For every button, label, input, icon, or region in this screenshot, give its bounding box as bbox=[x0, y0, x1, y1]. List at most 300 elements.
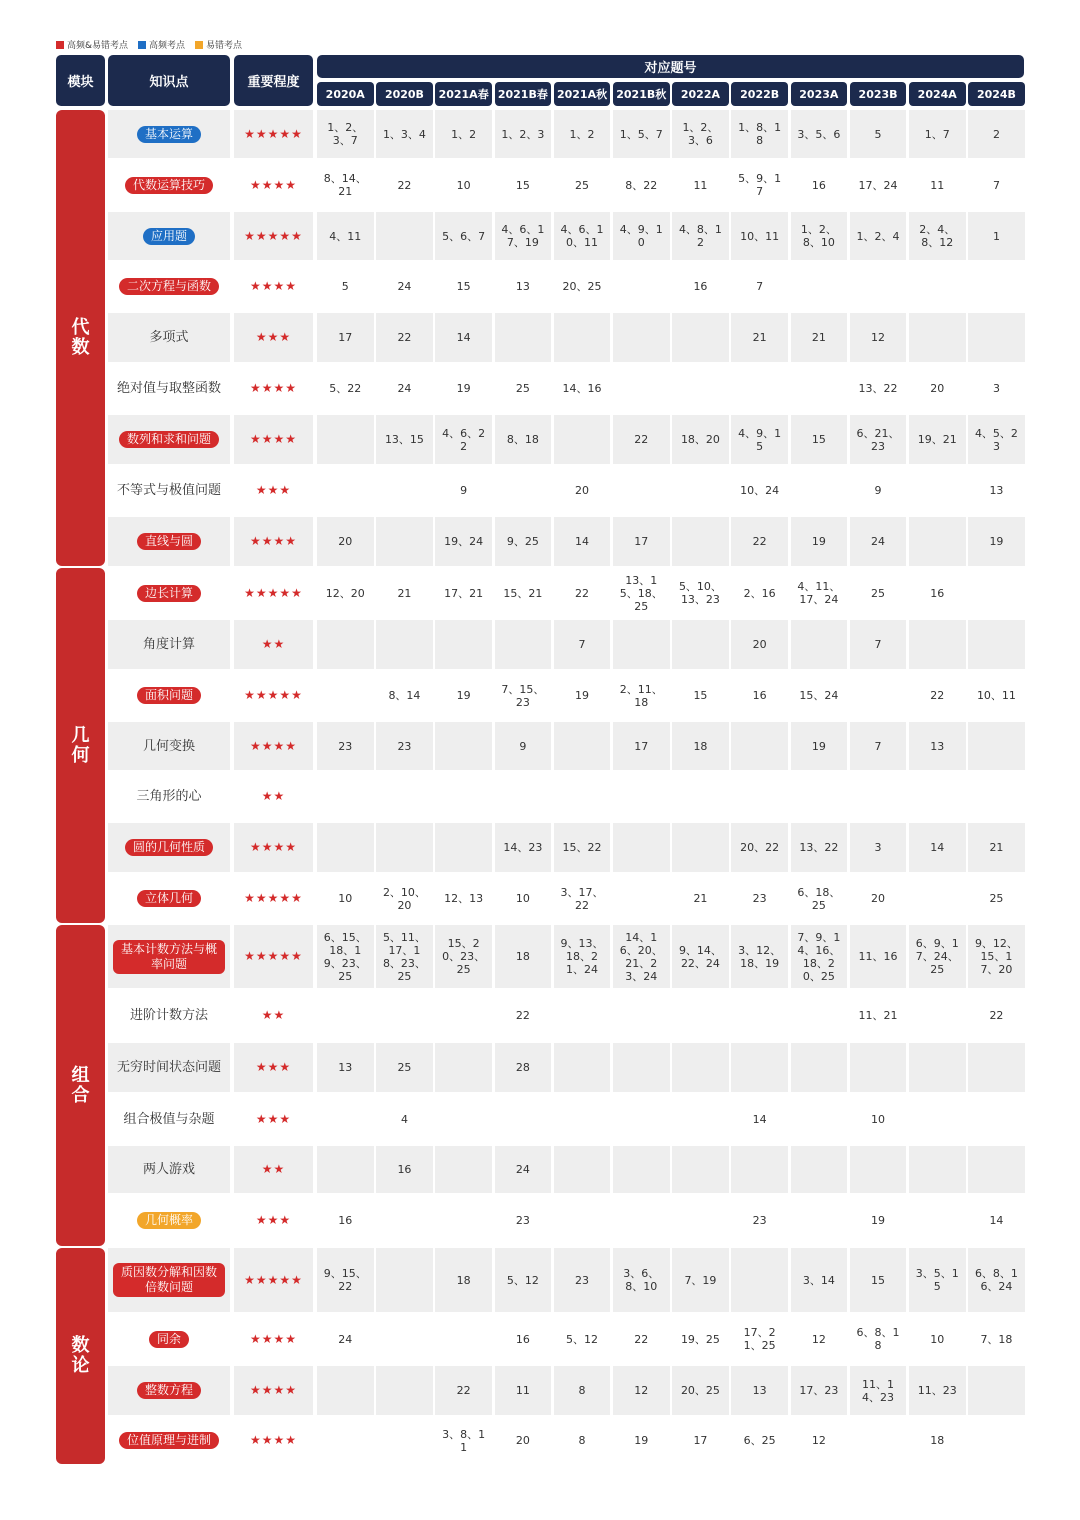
knowledge-point-cell bbox=[108, 1248, 230, 1312]
knowledge-point-cell bbox=[108, 1195, 230, 1246]
question-cell bbox=[435, 1366, 492, 1415]
question-numbers: 4、9、10 bbox=[619, 223, 663, 249]
question-numbers: 19 bbox=[811, 535, 826, 548]
question-cell bbox=[435, 466, 492, 515]
question-cell bbox=[613, 925, 670, 988]
question-cell bbox=[317, 722, 374, 770]
question-numbers: 9、25 bbox=[506, 535, 539, 548]
question-cell bbox=[495, 1043, 552, 1092]
question-cell bbox=[791, 1043, 848, 1092]
question-numbers: 12 bbox=[871, 331, 886, 344]
year-header: 2021B春 bbox=[495, 82, 552, 106]
importance-cell bbox=[234, 517, 313, 566]
question-cell bbox=[850, 313, 907, 362]
question-numbers: 6、18、25 bbox=[797, 885, 841, 912]
question-cell bbox=[376, 1417, 433, 1464]
question-cell bbox=[554, 1366, 611, 1415]
question-numbers: 7 bbox=[874, 638, 882, 651]
knowledge-point-label: 绝对值与取整函数 bbox=[116, 381, 221, 396]
question-numbers: 19 bbox=[811, 739, 826, 753]
knowledge-point-label: 基本计数方法与概率问题 bbox=[113, 940, 225, 974]
question-numbers: 3、8、11 bbox=[442, 1427, 486, 1454]
question-cell bbox=[791, 415, 848, 464]
question-cell bbox=[613, 212, 670, 260]
importance-cell bbox=[234, 1417, 313, 1464]
importance-cell bbox=[234, 722, 313, 770]
question-cell bbox=[554, 364, 611, 413]
importance-stars: ★★★★ bbox=[249, 381, 298, 395]
question-numbers: 10、24 bbox=[740, 484, 780, 497]
importance-cell bbox=[234, 1314, 313, 1364]
question-numbers: 11、16 bbox=[858, 950, 898, 963]
question-cell bbox=[968, 990, 1025, 1041]
question-cell bbox=[376, 823, 433, 872]
question-numbers: 11、21 bbox=[858, 1009, 898, 1022]
question-numbers: 5 bbox=[341, 280, 349, 293]
question-cell bbox=[672, 874, 729, 923]
question-numbers: 19 bbox=[456, 382, 471, 395]
question-cell bbox=[376, 313, 433, 362]
knowledge-point-cell bbox=[108, 568, 230, 618]
importance-cell bbox=[234, 160, 313, 210]
question-cell bbox=[376, 1195, 433, 1246]
question-numbers: 13 bbox=[515, 280, 530, 293]
question-cell bbox=[554, 722, 611, 770]
question-numbers: 7、15、23 bbox=[501, 682, 545, 709]
knowledge-point-label: 位值原理与进制 bbox=[119, 1432, 219, 1449]
question-cell bbox=[731, 823, 788, 872]
question-numbers: 9 bbox=[460, 484, 468, 497]
question-cell bbox=[554, 568, 611, 618]
question-cell bbox=[850, 1248, 907, 1312]
question-numbers: 19 bbox=[871, 1214, 886, 1227]
question-numbers: 10、11 bbox=[976, 689, 1016, 702]
question-numbers: 3、12、18、19 bbox=[738, 943, 782, 970]
question-cell bbox=[435, 1043, 492, 1092]
question-cell bbox=[435, 568, 492, 618]
question-cell bbox=[495, 1248, 552, 1312]
question-numbers: 13 bbox=[989, 484, 1004, 497]
importance-stars: ★★★ bbox=[255, 1213, 292, 1227]
question-numbers: 8、14 bbox=[388, 689, 421, 702]
question-cell bbox=[613, 874, 670, 923]
question-cell bbox=[613, 823, 670, 872]
question-numbers: 17、21、25 bbox=[743, 1326, 776, 1352]
question-cell bbox=[909, 160, 966, 210]
question-cell bbox=[850, 772, 907, 821]
question-numbers: 17、24 bbox=[858, 178, 898, 192]
importance-stars: ★★★★★ bbox=[244, 585, 303, 600]
question-cell bbox=[495, 722, 552, 770]
question-cell bbox=[376, 568, 433, 618]
question-cell bbox=[672, 313, 729, 362]
question-cell bbox=[791, 364, 848, 413]
question-numbers: 16 bbox=[693, 280, 708, 293]
question-cell bbox=[909, 1248, 966, 1312]
question-cell bbox=[317, 925, 374, 988]
question-cell bbox=[672, 1314, 729, 1364]
question-cell bbox=[968, 568, 1025, 618]
question-cell bbox=[909, 110, 966, 158]
question-cell bbox=[968, 620, 1025, 669]
knowledge-point-label: 代数运算技巧 bbox=[125, 177, 213, 194]
question-cell bbox=[613, 1094, 670, 1144]
importance-stars: ★★★★★ bbox=[244, 1272, 303, 1287]
question-cell bbox=[672, 722, 729, 770]
question-numbers: 23 bbox=[338, 739, 353, 753]
question-numbers: 16 bbox=[752, 689, 767, 702]
question-cell bbox=[850, 517, 907, 566]
year-header: 2022B bbox=[731, 82, 788, 106]
question-numbers: 15 bbox=[811, 433, 826, 446]
importance-cell bbox=[234, 671, 313, 720]
knowledge-point-cell bbox=[108, 1314, 230, 1364]
question-cell bbox=[731, 212, 788, 260]
question-cell bbox=[968, 1417, 1025, 1464]
question-cell bbox=[613, 262, 670, 311]
legend-label: 高频考点 bbox=[149, 41, 186, 51]
question-numbers: 7 bbox=[874, 739, 882, 753]
question-cell bbox=[435, 1195, 492, 1246]
knowledge-point-cell bbox=[108, 823, 230, 872]
importance-stars: ★★★ bbox=[255, 1111, 292, 1126]
question-numbers: 13 bbox=[752, 1384, 767, 1397]
question-cell bbox=[909, 415, 966, 464]
knowledge-point-cell bbox=[108, 364, 230, 413]
question-numbers: 21 bbox=[397, 586, 412, 600]
question-cell bbox=[317, 466, 374, 515]
knowledge-point-label: 三角形的心 bbox=[136, 789, 202, 804]
question-cell bbox=[909, 517, 966, 566]
question-numbers: 17 bbox=[338, 331, 353, 344]
question-numbers: 14、16、20、21、23、24 bbox=[619, 930, 663, 983]
question-numbers: 3、17、22 bbox=[560, 885, 604, 912]
question-cell bbox=[909, 823, 966, 872]
question-numbers: 11、23 bbox=[917, 1384, 957, 1397]
question-cell bbox=[850, 466, 907, 515]
importance-stars: ★★ bbox=[261, 1162, 286, 1176]
question-cell bbox=[731, 262, 788, 311]
question-numbers: 25 bbox=[989, 892, 1004, 905]
question-cell bbox=[968, 671, 1025, 720]
question-cell bbox=[435, 772, 492, 821]
header-questions: 对应题号 bbox=[317, 55, 1024, 78]
question-numbers: 15、22 bbox=[562, 841, 602, 854]
question-cell bbox=[968, 772, 1025, 821]
question-cell bbox=[672, 1195, 729, 1246]
question-cell bbox=[672, 1417, 729, 1464]
importance-stars: ★★★★ bbox=[249, 534, 298, 548]
question-cell bbox=[909, 671, 966, 720]
question-numbers: 8、18 bbox=[506, 433, 539, 446]
module-name: 数论 bbox=[71, 1335, 90, 1376]
importance-stars: ★★★★ bbox=[249, 840, 298, 854]
question-cell bbox=[376, 874, 433, 923]
importance-stars: ★★★★★ bbox=[244, 228, 303, 243]
knowledge-point-cell bbox=[108, 1043, 230, 1092]
question-cell bbox=[968, 1094, 1025, 1144]
question-cell bbox=[495, 212, 552, 260]
knowledge-point-cell bbox=[108, 110, 230, 158]
question-cell bbox=[672, 364, 729, 413]
question-cell bbox=[317, 620, 374, 669]
question-cell bbox=[672, 990, 729, 1041]
question-numbers: 8 bbox=[578, 1434, 586, 1447]
question-cell bbox=[495, 1195, 552, 1246]
question-numbers: 15、20、23、25 bbox=[442, 937, 486, 976]
question-cell bbox=[376, 671, 433, 720]
question-cell bbox=[613, 1417, 670, 1464]
question-cell bbox=[850, 823, 907, 872]
question-numbers: 1、2 bbox=[451, 127, 477, 141]
question-cell bbox=[731, 671, 788, 720]
question-cell bbox=[495, 313, 552, 362]
importance-cell bbox=[234, 1094, 313, 1144]
question-cell bbox=[850, 620, 907, 669]
question-numbers: 15 bbox=[693, 689, 708, 702]
header-module: 模块 bbox=[56, 55, 105, 106]
knowledge-point-label: 多项式 bbox=[149, 330, 189, 345]
knowledge-point-label: 进阶计数方法 bbox=[129, 1008, 208, 1023]
question-numbers: 28 bbox=[515, 1061, 530, 1074]
question-cell bbox=[376, 1146, 433, 1193]
question-cell bbox=[317, 364, 374, 413]
question-cell bbox=[376, 990, 433, 1041]
question-cell bbox=[909, 1366, 966, 1415]
question-cell bbox=[731, 568, 788, 618]
question-numbers: 16 bbox=[515, 1332, 530, 1346]
question-cell bbox=[791, 772, 848, 821]
importance-stars: ★★★ bbox=[255, 330, 292, 344]
question-cell bbox=[435, 110, 492, 158]
question-numbers: 24 bbox=[515, 1163, 530, 1176]
question-numbers: 23 bbox=[515, 1214, 530, 1227]
question-cell bbox=[495, 823, 552, 872]
question-numbers: 1、3、4 bbox=[382, 127, 426, 141]
question-numbers: 19、24 bbox=[444, 535, 484, 548]
question-cell bbox=[968, 1195, 1025, 1246]
question-cell bbox=[435, 262, 492, 311]
question-cell bbox=[850, 1366, 907, 1415]
question-cell bbox=[672, 1043, 729, 1092]
question-cell bbox=[968, 262, 1025, 311]
knowledge-point-cell bbox=[108, 671, 230, 720]
importance-cell bbox=[234, 874, 313, 923]
question-numbers: 19、21 bbox=[917, 433, 957, 446]
question-numbers: 15 bbox=[456, 280, 471, 293]
question-numbers: 22 bbox=[515, 1009, 530, 1022]
question-cell bbox=[672, 160, 729, 210]
question-numbers: 8、14、21 bbox=[323, 172, 367, 198]
question-numbers: 20 bbox=[871, 892, 886, 905]
question-numbers: 15 bbox=[515, 178, 530, 192]
importance-cell bbox=[234, 1195, 313, 1246]
question-cell bbox=[850, 110, 907, 158]
question-cell bbox=[613, 568, 670, 618]
importance-stars: ★★ bbox=[261, 789, 286, 803]
question-cell bbox=[376, 772, 433, 821]
question-cell bbox=[554, 990, 611, 1041]
question-cell bbox=[554, 212, 611, 260]
question-numbers: 8 bbox=[578, 1384, 586, 1397]
year-header: 2020A bbox=[317, 82, 374, 106]
question-numbers: 7、18 bbox=[980, 1332, 1013, 1346]
question-numbers: 10、11 bbox=[740, 229, 780, 243]
question-cell bbox=[731, 1417, 788, 1464]
question-numbers: 21 bbox=[811, 331, 826, 344]
question-numbers: 16 bbox=[811, 178, 826, 192]
question-cell bbox=[672, 620, 729, 669]
question-numbers: 10 bbox=[338, 892, 353, 905]
question-cell bbox=[909, 1146, 966, 1193]
question-numbers: 14 bbox=[752, 1112, 767, 1126]
question-numbers: 9、13、18、21、24 bbox=[560, 937, 604, 976]
question-cell bbox=[850, 1314, 907, 1364]
question-cell bbox=[968, 722, 1025, 770]
knowledge-point-label: 两人游戏 bbox=[142, 1162, 195, 1177]
question-numbers: 22 bbox=[397, 331, 412, 344]
question-numbers: 21 bbox=[752, 331, 767, 344]
question-numbers: 6、21、23 bbox=[856, 426, 900, 453]
knowledge-point-cell bbox=[108, 1417, 230, 1464]
importance-stars: ★★★★ bbox=[249, 279, 298, 293]
legend-item bbox=[195, 38, 242, 51]
question-numbers: 4、6、10、11 bbox=[560, 223, 604, 249]
question-cell bbox=[554, 466, 611, 515]
question-cell bbox=[317, 1195, 374, 1246]
question-numbers: 9 bbox=[519, 739, 527, 753]
importance-cell bbox=[234, 1366, 313, 1415]
question-numbers: 23 bbox=[752, 1214, 767, 1227]
question-cell bbox=[613, 1314, 670, 1364]
knowledge-point-label: 整数方程 bbox=[137, 1382, 201, 1399]
question-numbers: 6、9、17、24、25 bbox=[915, 937, 959, 976]
question-cell bbox=[791, 466, 848, 515]
importance-stars: ★★★★★ bbox=[244, 949, 303, 963]
question-numbers: 7 bbox=[756, 280, 764, 293]
question-cell bbox=[791, 1366, 848, 1415]
question-cell bbox=[791, 1146, 848, 1193]
knowledge-point-cell bbox=[108, 990, 230, 1041]
knowledge-point-cell bbox=[108, 1146, 230, 1193]
question-cell bbox=[376, 364, 433, 413]
question-cell bbox=[435, 517, 492, 566]
question-cell bbox=[376, 1366, 433, 1415]
module-label bbox=[56, 110, 105, 566]
question-cell bbox=[317, 671, 374, 720]
question-numbers: 7 bbox=[578, 638, 586, 651]
importance-cell bbox=[234, 466, 313, 515]
header-importance: 重要程度 bbox=[234, 55, 313, 106]
module-name: 组合 bbox=[71, 1064, 90, 1106]
question-cell bbox=[672, 823, 729, 872]
question-numbers: 18 bbox=[515, 950, 530, 963]
question-cell bbox=[909, 620, 966, 669]
question-numbers: 18 bbox=[693, 739, 708, 753]
question-cell bbox=[909, 1195, 966, 1246]
question-cell bbox=[909, 722, 966, 770]
question-cell bbox=[850, 160, 907, 210]
question-cell bbox=[731, 1314, 788, 1364]
question-cell bbox=[435, 160, 492, 210]
question-cell bbox=[791, 1195, 848, 1246]
question-cell bbox=[968, 1366, 1025, 1415]
question-cell bbox=[850, 212, 907, 260]
importance-cell bbox=[234, 1146, 313, 1193]
question-cell bbox=[554, 110, 611, 158]
question-cell bbox=[613, 110, 670, 158]
question-cell bbox=[554, 313, 611, 362]
question-cell bbox=[317, 990, 374, 1041]
question-cell bbox=[435, 415, 492, 464]
question-numbers: 14 bbox=[989, 1214, 1004, 1227]
question-numbers: 1 bbox=[992, 229, 1000, 243]
question-numbers: 13、22 bbox=[799, 841, 839, 854]
question-numbers: 17 bbox=[634, 535, 649, 548]
question-numbers: 16 bbox=[930, 586, 945, 600]
question-numbers: 13 bbox=[930, 739, 945, 753]
question-cell bbox=[909, 772, 966, 821]
question-numbers: 1、2、3、7 bbox=[327, 121, 364, 147]
knowledge-point-label: 边长计算 bbox=[137, 585, 201, 602]
question-cell bbox=[672, 925, 729, 988]
question-numbers: 6、8、16、24 bbox=[974, 1267, 1018, 1293]
importance-stars: ★★★★ bbox=[249, 1331, 298, 1346]
knowledge-point-label: 几何概率 bbox=[137, 1212, 201, 1229]
question-cell bbox=[554, 415, 611, 464]
question-numbers: 4、11、17、24 bbox=[797, 580, 841, 606]
question-cell bbox=[376, 262, 433, 311]
question-cell bbox=[317, 313, 374, 362]
question-cell bbox=[495, 262, 552, 311]
year-header: 2024A bbox=[909, 82, 966, 106]
question-cell bbox=[376, 1248, 433, 1312]
question-numbers: 7 bbox=[992, 178, 1000, 192]
legend bbox=[56, 38, 242, 51]
question-numbers: 15、21 bbox=[503, 586, 543, 600]
question-numbers: 23 bbox=[752, 892, 767, 905]
question-cell bbox=[968, 110, 1025, 158]
question-cell bbox=[731, 313, 788, 362]
question-numbers: 4、11 bbox=[329, 229, 362, 243]
question-cell bbox=[317, 262, 374, 311]
question-numbers: 2、10、20 bbox=[382, 885, 426, 912]
question-cell bbox=[435, 620, 492, 669]
question-cell bbox=[909, 1094, 966, 1144]
importance-cell bbox=[234, 1248, 313, 1312]
question-numbers: 13 bbox=[338, 1061, 353, 1074]
question-cell bbox=[850, 671, 907, 720]
question-numbers: 22 bbox=[634, 433, 649, 446]
question-numbers: 3、5、6 bbox=[797, 127, 841, 141]
question-cell bbox=[613, 364, 670, 413]
question-numbers: 21 bbox=[693, 892, 708, 905]
question-numbers: 4、6、22 bbox=[442, 426, 486, 453]
module-label bbox=[56, 925, 105, 1246]
question-numbers: 13、22 bbox=[858, 382, 898, 395]
question-cell bbox=[731, 925, 788, 988]
question-numbers: 10 bbox=[515, 892, 530, 905]
question-numbers: 16 bbox=[397, 1163, 412, 1176]
importance-stars: ★★★ bbox=[255, 1060, 292, 1074]
question-cell bbox=[791, 110, 848, 158]
question-cell bbox=[909, 990, 966, 1041]
knowledge-point-label: 不等式与极值问题 bbox=[116, 483, 221, 498]
question-cell bbox=[968, 925, 1025, 988]
question-cell bbox=[435, 874, 492, 923]
question-cell bbox=[554, 925, 611, 988]
question-numbers: 1、2、4 bbox=[856, 229, 900, 243]
